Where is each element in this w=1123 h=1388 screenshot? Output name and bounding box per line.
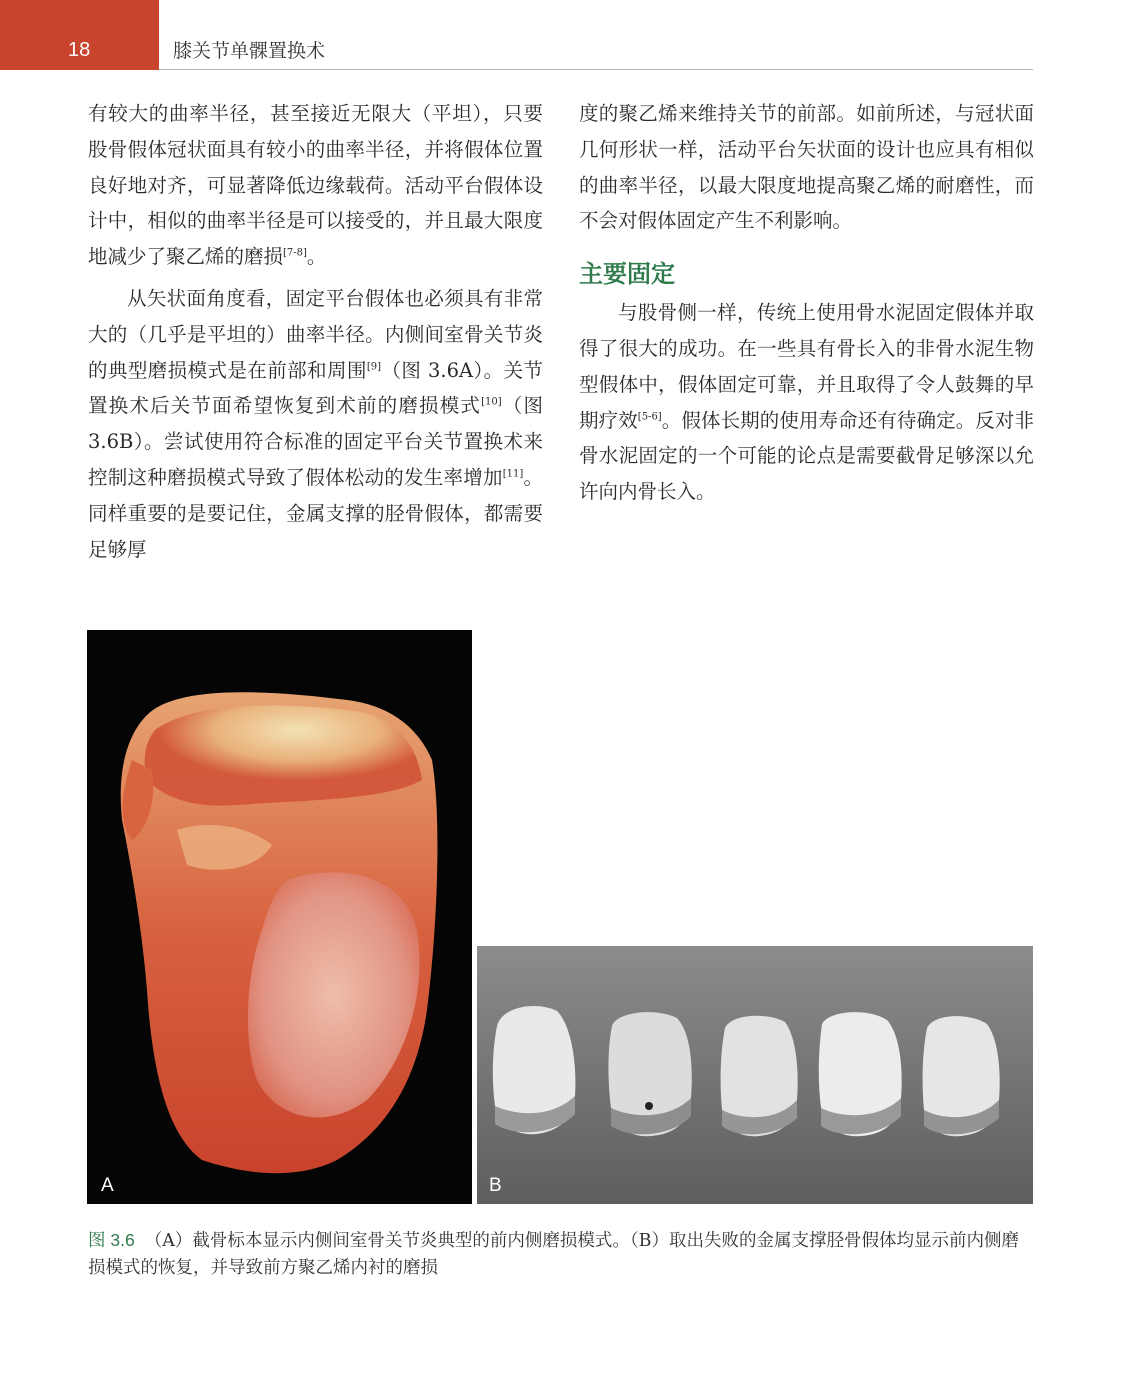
implant-5	[923, 1016, 1000, 1136]
caption-number: 图 3.6	[88, 1230, 135, 1250]
citation: [10]	[481, 396, 502, 408]
implant-2	[608, 1012, 691, 1136]
right-paragraph-1: 度的聚乙烯来维持关节的前部。如前所述，与冠状面几何形状一样，活动平台矢状面的设计也应具有相似的曲率半径，以最大限度地提高聚乙烯的耐磨性，而不会对假体固定产生不利影响。	[579, 102, 1034, 233]
left-paragraph-1: 有较大的曲率半径，甚至接近无限大（平坦），只要股骨假体冠状面具有较小的曲率半径，并将假体位置良好地对齐，可显著降低边缘载荷。活动平台假体设计中，相似的曲率半径是可以接受的，并且最大限度地减少了聚乙烯的磨损[7-8]。	[88, 102, 543, 269]
implant-1	[493, 1006, 576, 1134]
citation: [9]	[366, 361, 382, 373]
page-number: 18	[68, 39, 91, 61]
retrieved-implants-photo	[477, 946, 1033, 1204]
implant-3	[721, 1016, 798, 1137]
section-heading: 主要固定	[579, 260, 675, 289]
figure-panel-a	[87, 630, 472, 1204]
figure-panel-b	[477, 946, 1033, 1204]
citation: [7-8]	[283, 247, 307, 259]
right-text-column	[579, 96, 1034, 510]
header-rule	[159, 69, 1033, 70]
citation: [5-6]	[637, 411, 662, 423]
citation: [11]	[502, 468, 524, 480]
panel-b-label: B	[489, 1175, 502, 1196]
right-paragraph-2: 与股骨侧一样，传统上使用骨水泥固定假体并取得了很大的成功。在一些具有骨长入的非骨水泥生物型假体中，假体固定可靠，并且取得了令人鼓舞的早期疗效[5-6]。假体长期的使用寿命还有待确定。反对非骨水泥固定的一个可能的论点是需要截骨足够深以允许向内骨长入。	[579, 301, 1034, 504]
implant-4	[819, 1012, 902, 1136]
left-text-column	[88, 96, 543, 567]
panel-a-label: A	[101, 1175, 114, 1196]
figure-caption	[88, 1227, 1034, 1282]
running-title: 膝关节单髁置换术	[173, 40, 326, 62]
caption-text: （A）截骨标本显示内侧间室骨关节炎典型的前内侧磨损模式。（B）取出失败的金属支撑胫骨假体均显示前内侧磨损模式的恢复，并导致前方聚乙烯内衬的磨损	[88, 1231, 1019, 1278]
bone-specimen-photo	[87, 630, 472, 1204]
left-paragraph-2: 从矢状面角度看，固定平台假体也必须具有非常大的（几乎是平坦的）曲率半径。内侧间室骨关节炎的典型磨损模式是在前部和周围[9]（图 3.6A）。关节置换术后关节面希望恢复到术前的磨损模式[10]（图 3.6B）。尝试使用符合标准的固定平台关节置换术来控制这种磨损模式导致了假体松动的发生率增加[11]。同样重要的是要记住，金属支撑的胫骨假体，都需要足够厚	[88, 286, 543, 561]
